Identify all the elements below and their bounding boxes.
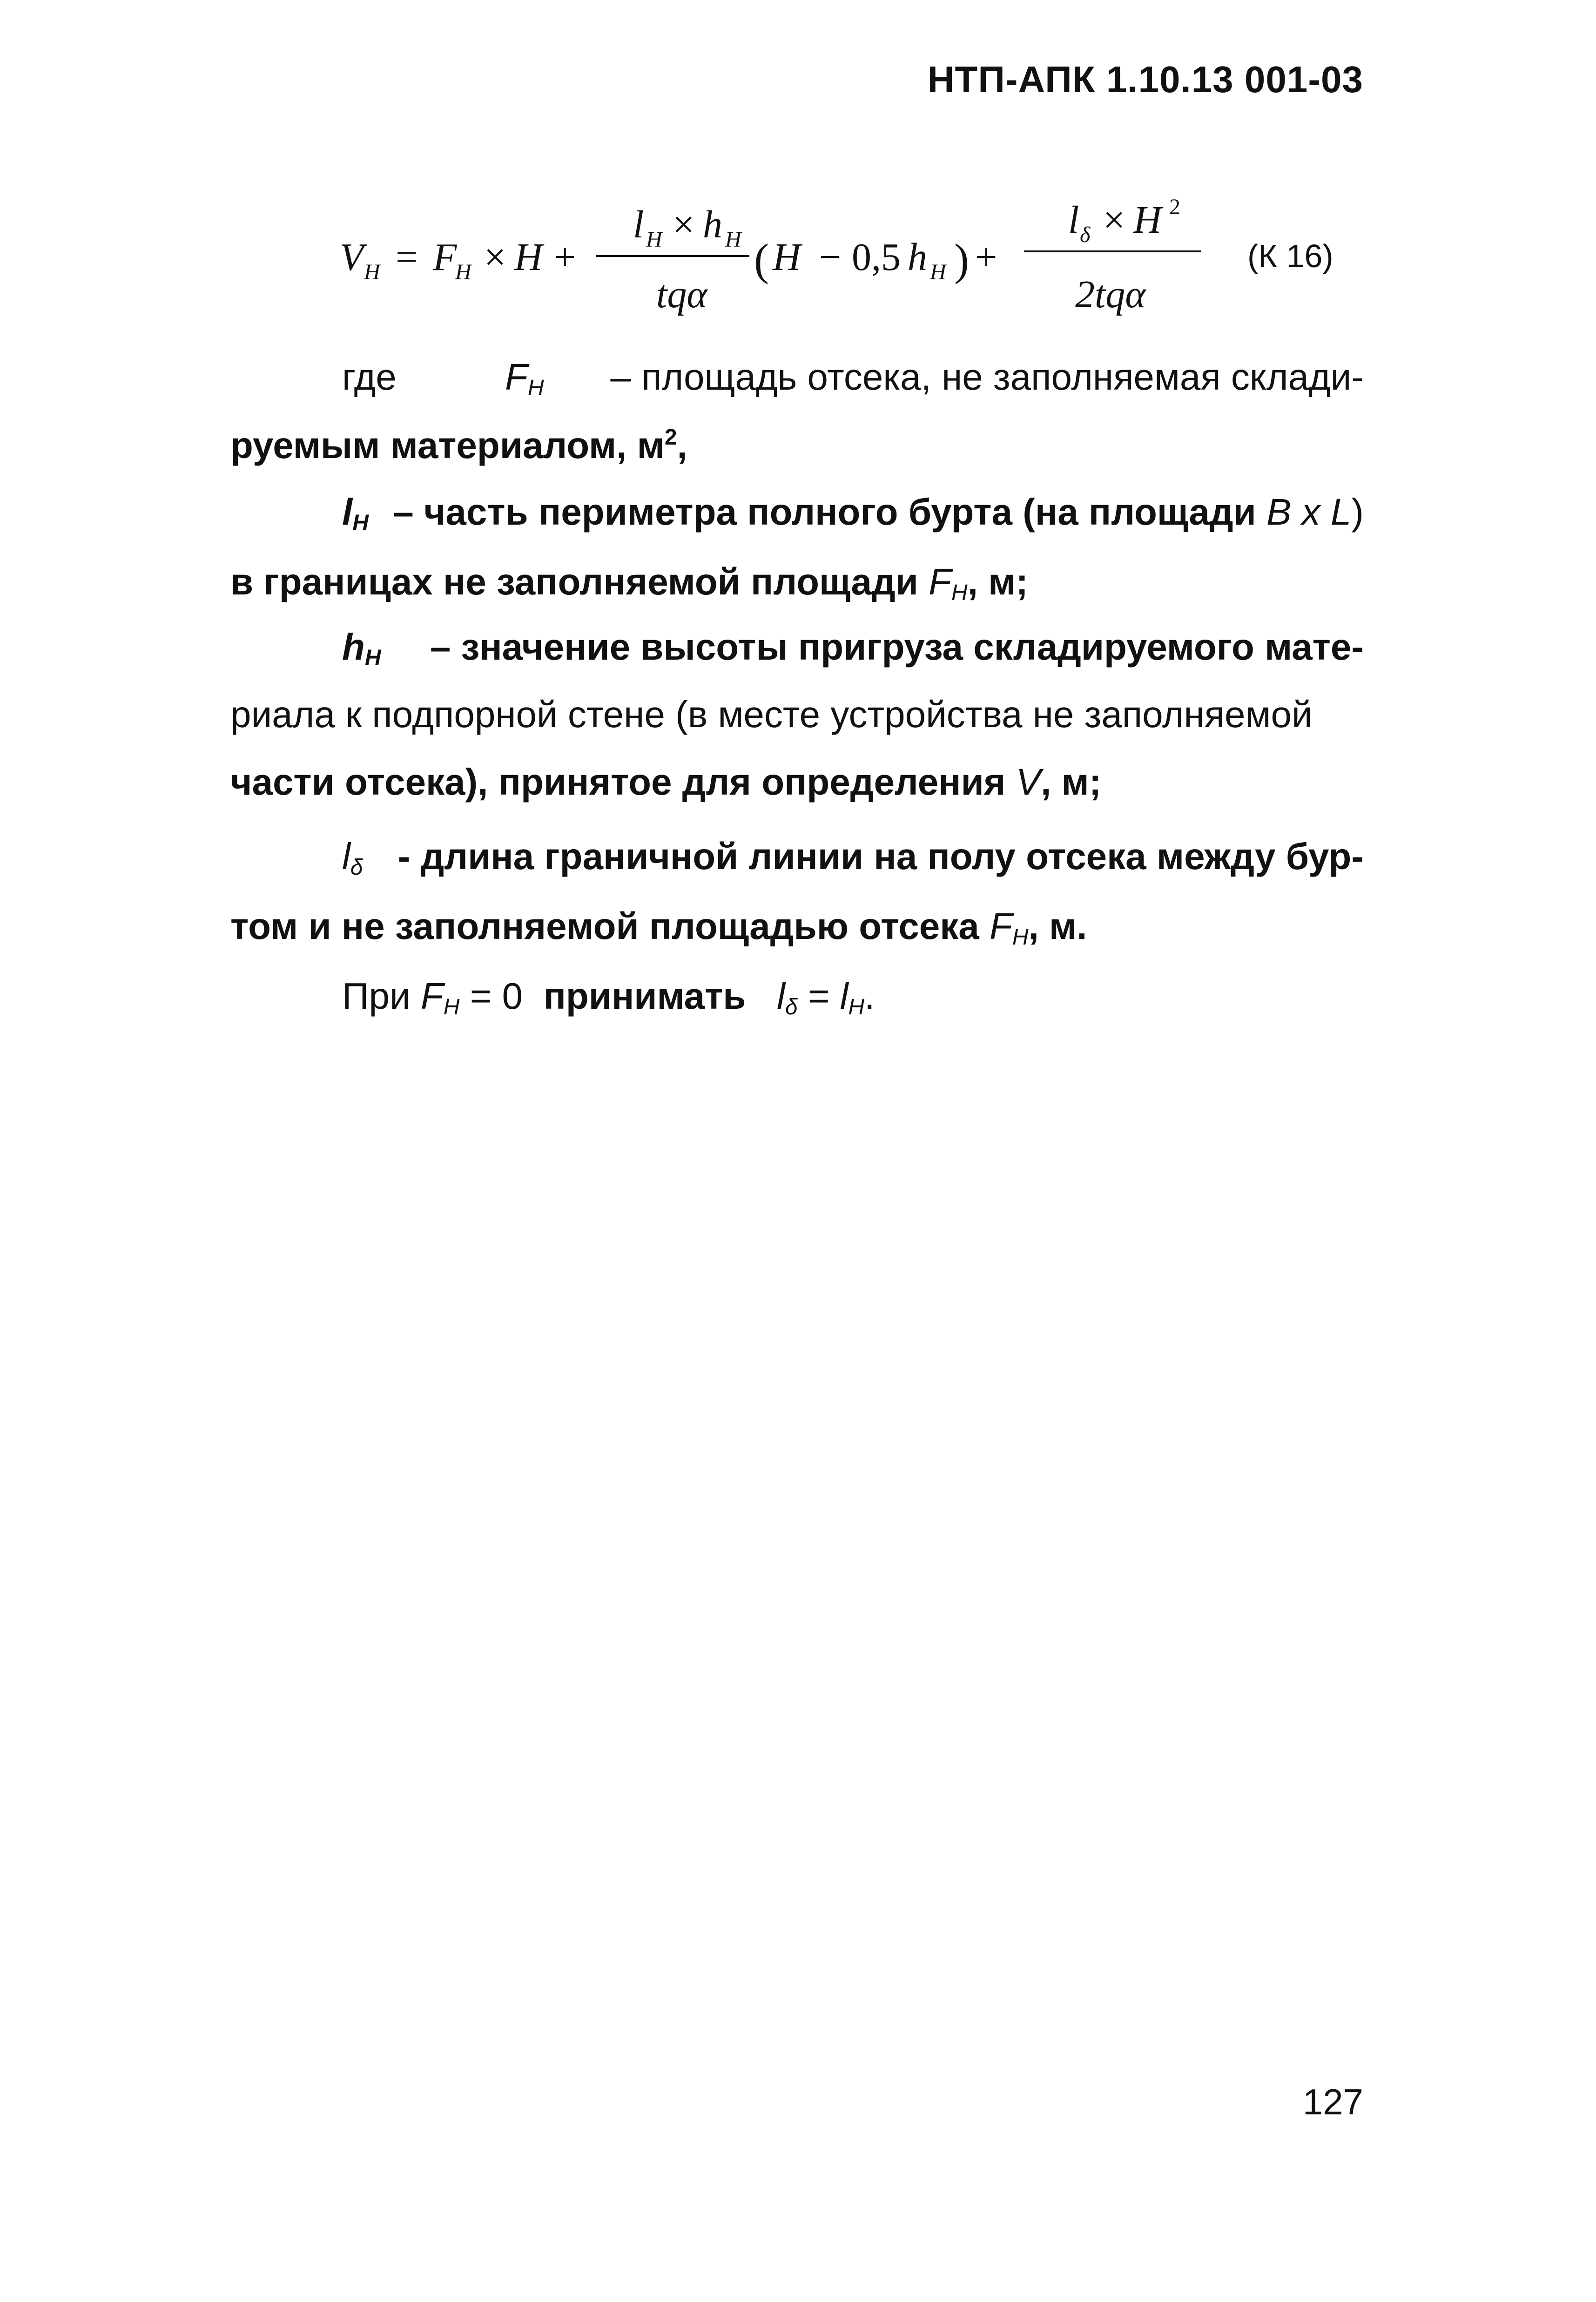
formula-plus-2: + xyxy=(975,236,997,279)
formula-eq: = xyxy=(396,236,418,279)
formula-number: (К 16) xyxy=(1247,238,1333,274)
formula-fh: F xyxy=(433,236,457,279)
formula-num1-l: l xyxy=(633,203,644,246)
formula-graphic xyxy=(335,182,1382,331)
def-hh-symbol: $h_H$ xyxy=(342,626,381,670)
where-word: где xyxy=(342,356,397,398)
def-lh-line-1 xyxy=(342,493,1364,542)
formula-fh-sub: H xyxy=(455,260,471,284)
formula-paren-open: ( xyxy=(754,235,769,284)
def-lh-symbol: $l_H$ xyxy=(342,491,369,535)
formula-num2-times: × xyxy=(1103,198,1125,242)
formula-k16 xyxy=(335,182,1382,331)
formula-h: H xyxy=(514,236,543,279)
page-number: 127 xyxy=(1302,2081,1363,2122)
def-ld-text-1: - длина граничной линии на полу отсека между бур- xyxy=(397,836,1364,877)
formula-times: × xyxy=(484,236,506,279)
formula-num2-h: H xyxy=(1133,198,1162,242)
def-lh-text-1: – часть периметра полного бурта (на площади B x L) xyxy=(393,491,1364,533)
document-code: НТП-АПК 1.10.13 001-03 xyxy=(927,59,1363,100)
formula-num1-h: h xyxy=(703,203,722,246)
def-ld-line-2: том и не заполняемой площадью отсека $F_H$, м. xyxy=(230,905,1087,950)
formula-minus: − xyxy=(819,236,842,279)
formula-num1-l-sub: H xyxy=(646,227,662,252)
formula-num2-l-sub: δ xyxy=(1080,223,1091,247)
formula-paren-hh: h xyxy=(908,236,927,279)
def-hh-line-3: части отсека), принятое для определения V, м; xyxy=(230,761,1102,803)
def-lh-line-2: в границах не заполняемой площади $F_H$, м; xyxy=(230,561,1028,605)
formula-num2-h-sup: 2 xyxy=(1169,195,1180,219)
formula-vh: V xyxy=(340,236,364,279)
def-fh-line-1 xyxy=(505,358,1364,407)
def-ld-symbol: $l_\delta$ xyxy=(342,836,363,880)
formula-num1-times: × xyxy=(673,203,695,246)
def-hh-text-1: – значение высоты пригруза складируемого мате- xyxy=(430,626,1364,668)
formula-paren-h: H xyxy=(773,236,801,279)
formula-den2: 2tqα xyxy=(1075,273,1146,316)
formula-half: 0,5 xyxy=(852,236,901,279)
formula-vh-sub: H xyxy=(364,260,380,284)
def-fh-text-1: – площадь отсека, не заполняемая склади- xyxy=(610,356,1364,398)
formula-paren-close: ) xyxy=(954,235,969,284)
def-fh-line-2: руемым материалом, $м^2$, xyxy=(230,424,687,466)
def-ld-line-1 xyxy=(342,838,1364,886)
formula-plus: + xyxy=(554,236,576,279)
formula-num1-h-sub: H xyxy=(725,227,741,252)
def-hh-line-1 xyxy=(342,628,1364,677)
condition-line: При $F_H = 0$ принимать $l_\delta = l_H$. xyxy=(342,975,875,1019)
formula-num2-l: l xyxy=(1068,198,1079,242)
def-hh-line-2: риала к подпорной стене (в месте устройства не заполняемой xyxy=(230,694,1313,735)
def-fh-symbol: $F_H$ xyxy=(505,356,544,400)
formula-paren-hh-sub: H xyxy=(930,260,946,284)
formula-den1: tqα xyxy=(656,273,707,316)
